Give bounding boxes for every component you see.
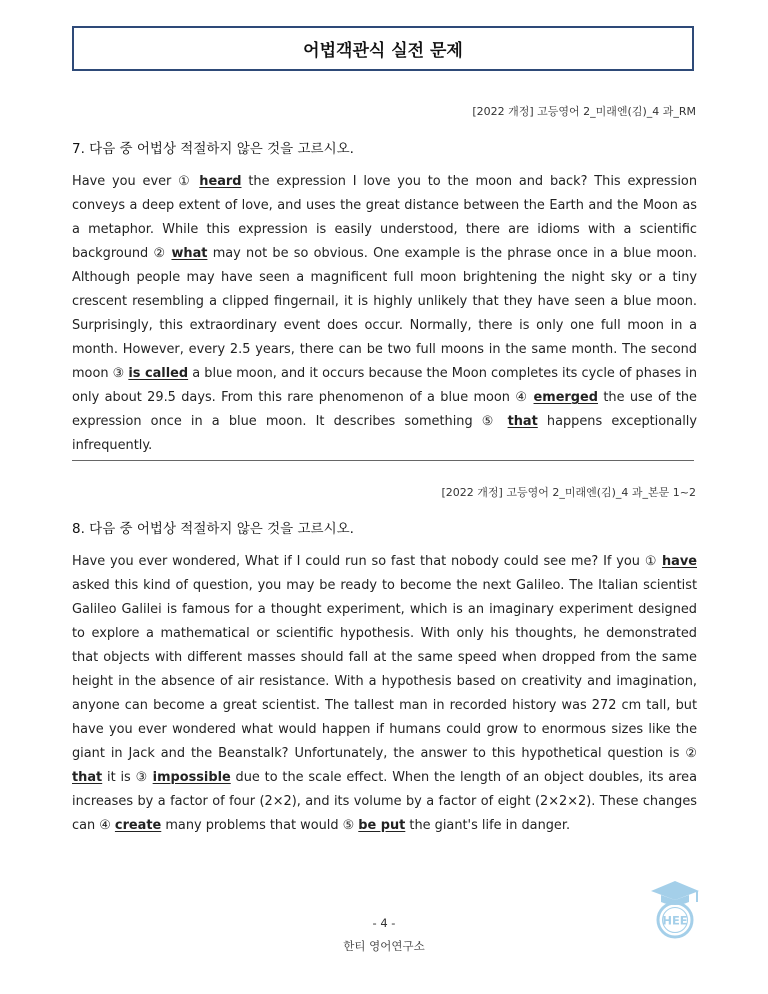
- q8-option-5: be put: [358, 818, 406, 833]
- hee-logo-icon: [646, 878, 704, 940]
- logo-text: HEE: [662, 913, 688, 928]
- q8-option-2: that: [72, 770, 103, 785]
- q7-passage: Have you ever ① heard the expression I love you to the moon and back? This expression conveys a deep extent of love, and uses the great distance between the Earth and the Moon as a metaphor. While this expression is easily understood, there are idioms with a scientific background ② what may not be so obvious. One example is the phrase once in a blue moon. Although people may have seen a magnificent full moon brightening the night sky or a tiny crescent resembling a clipped fingernail, it is highly unlikely that they have seen a blue moon. Surprisingly, this extraordinary event does occur. Normally, there is only one full moon in a month. However, every 2.5 years, there can be two full moons in the same month. The second moon ③ is called a blue moon, and it occurs because the Moon completes its cycle of phases in only about 29.5 days. From this rare phenomenon of a blue moon ④ emerged the use of the expression once in a blue moon. It describes something ⑤ that happens exceptionally infrequently.: [72, 174, 698, 453]
- graduation-cap-icon: [651, 881, 699, 905]
- page-title: 어법객관식 실전 문제: [303, 41, 463, 61]
- page-number: - 4 -: [372, 916, 396, 930]
- q7-source: [2022 개정] 고등영어 2_미래엔(김)_4 과_RM: [472, 105, 696, 118]
- q8-option-3: impossible: [152, 770, 231, 785]
- q7-option-2: what: [171, 246, 208, 261]
- q8-passage: Have you ever wondered, What if I could run so fast that nobody could see me? If you ① have asked this kind of question, you may be ready to become the next Galileo. The Italian scientist Galileo Galilei is famous for a thought experiment, which is an imaginary experiment designed to explore a mathematical or scientific hypothesis. With only his thoughts, he demonstrated that objects with different masses should fall at the same speed when dropped from the same height in the absence of air resistance. With a hypothesis based on creativity and imagination, anyone can become a great scientist. The tallest man in recorded history was 272 cm tall, but have you ever wondered what would happen if humans could grow to enormous sizes like the giant in Jack and the Beanstalk? Unfortunately, the answer to this hypothetical question is ② that it is ③ impossible due to the scale effect. When the length of an object doubles, its area increases by a factor of four (2×2), and its volume by a factor of eight (2×2×2). These changes can ④ create many problems that would ⑤ be put the giant's life in danger.: [72, 554, 697, 833]
- q8-source: [2022 개정] 고등영어 2_미래엔(김)_4 과_본문 1~2: [441, 486, 696, 499]
- q7-option-4: emerged: [533, 390, 598, 405]
- q8-option-4: create: [114, 818, 162, 833]
- q7-option-3: is called: [128, 366, 189, 381]
- q8-option-1: have: [661, 554, 697, 569]
- q7-option-5: that: [507, 414, 538, 429]
- page-title-box: [72, 26, 694, 71]
- q8-title: 8. 다음 중 어법상 적절하지 않은 것을 고르시오.: [72, 521, 354, 537]
- section-divider: [72, 460, 694, 461]
- q7-title: 7. 다음 중 어법상 적절하지 않은 것을 고르시오.: [72, 141, 354, 157]
- footer-org: 한티 영어연구소: [343, 939, 425, 953]
- q7-option-1: heard: [199, 174, 242, 189]
